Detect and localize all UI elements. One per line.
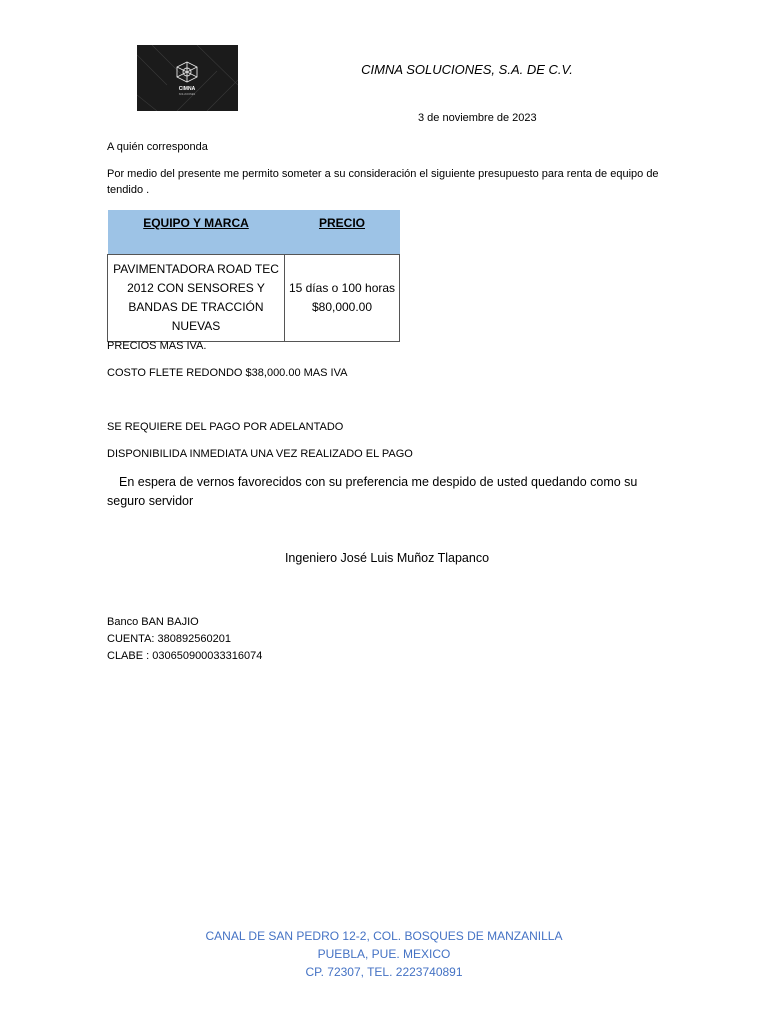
bank-clabe: CLABE : 030650900033316074 [107,650,263,662]
availability-note: DISPONIBILIDA INMEDIATA UNA VEZ REALIZADO EL PAGO [107,448,413,460]
header-price: PRECIO [285,210,400,255]
closing-line: seguro servidor [107,494,194,508]
bank-account: CUENTA: 380892560201 [107,633,231,645]
payment-note: SE REQUIERE DEL PAGO POR ADELANTADO [107,421,344,433]
salutation: A quién corresponda [107,141,208,153]
quote-table-header [108,210,400,255]
signature: Ingeniero José Luis Muñoz Tlapanco [284,551,490,565]
logo-text: CIMNA [178,86,196,92]
logo-graphic [137,45,238,111]
header-equipment: EQUIPO Y MARCA [108,210,285,255]
table-row [108,255,400,342]
price-term: 15 días o 100 horas [288,281,396,295]
closing-line: En espera de vernos favorecidos con su preferencia me despido de usted quedando como su [119,475,638,489]
equipment-line: PAVIMENTADORA ROAD TEC [113,262,279,276]
price-cell [285,255,400,342]
footer-address [150,927,618,981]
letter-date: 3 de noviembre de 2023 [418,112,537,124]
equipment-line: 2012 CON SENSORES Y [127,281,265,295]
footer-line: PUEBLA, PUE. MEXICO [317,947,451,961]
footer-line: CP. 72307, TEL. 2223740891 [305,965,463,979]
equipment-line: NUEVAS [171,319,221,333]
freight-note: COSTO FLETE REDONDO $38,000.00 MAS IVA [107,367,348,379]
company-name: CIMNA SOLUCIONES, S.A. DE C.V. [361,62,573,77]
logo-subtext: SOLUCIONES [178,93,196,96]
footer-line: CANAL DE SAN PEDRO 12-2, COL. BOSQUES DE MANZANILLA [205,929,563,943]
intro-paragraph: Por medio del presente me permito someter a su consideración el siguiente presupuesto para renta de equipo de tendido . [107,168,659,196]
equipment-cell [108,255,285,342]
equipment-line: BANDAS DE TRACCIÓN [128,300,264,314]
closing-paragraph [107,473,667,511]
price-amount: $80,000.00 [311,300,373,314]
company-logo [137,45,238,111]
bank-name: Banco BAN BAJIO [107,616,199,628]
prices-note: PRECIOS MAS IVA. [107,340,207,352]
quote-table [107,210,400,342]
bank-details [107,614,262,665]
